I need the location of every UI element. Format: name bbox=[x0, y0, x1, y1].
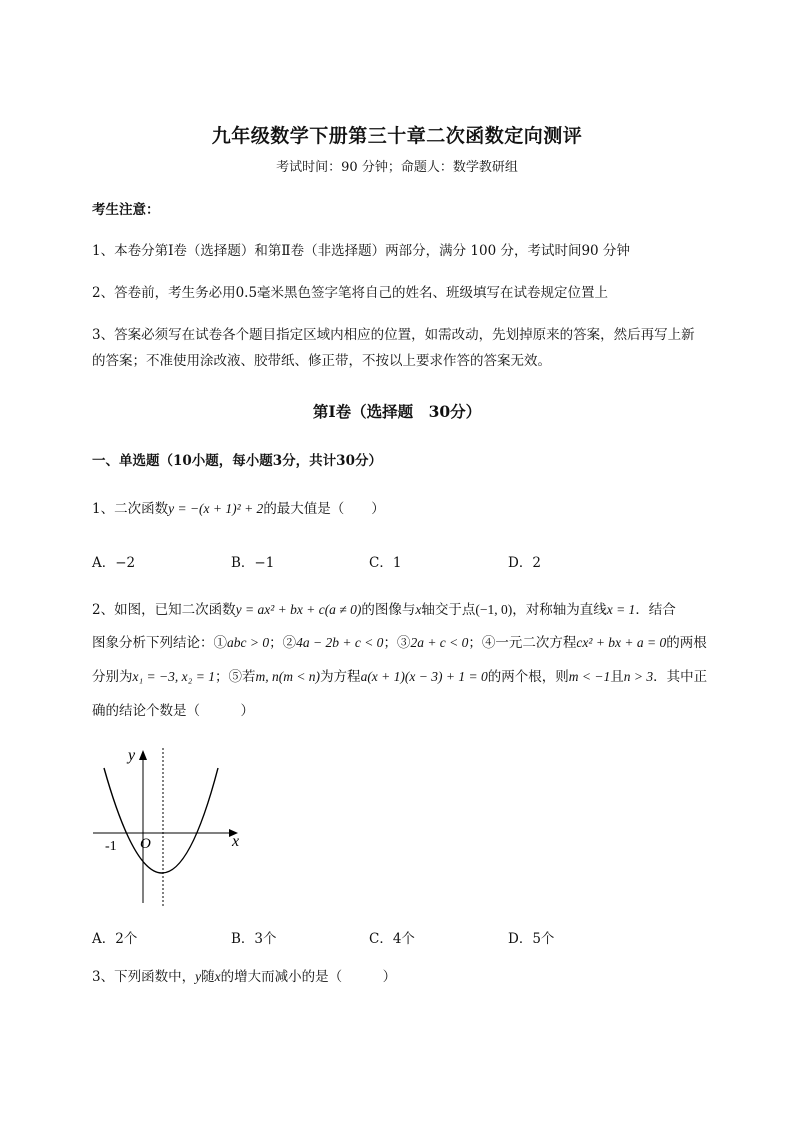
question-1 bbox=[92, 499, 385, 519]
formula: m < −1 bbox=[568, 669, 611, 684]
page-title: 九年级数学下册第三十章二次函数定向测评 bbox=[211, 125, 583, 147]
parabola-curve bbox=[104, 768, 218, 873]
text: ；③ bbox=[383, 635, 411, 651]
q1-option-b[interactable]: B．−1 bbox=[231, 555, 275, 571]
text: 的图像与 bbox=[361, 602, 416, 618]
text: 2、如图，已知二次函数 bbox=[92, 602, 236, 618]
formula: cx² + bx + a = 0 bbox=[576, 635, 667, 650]
text: ；② bbox=[269, 635, 297, 651]
formula: (−1, 0) bbox=[475, 602, 513, 617]
question-1-formula: y = −(x + 1)² + 2 bbox=[168, 501, 264, 516]
formula: 2a + c < 0 bbox=[410, 635, 469, 650]
notice-item-2: 2、答卷前，考生务必用0.5毫米黑色签字笔将自己的姓名、班级填写在试卷规定位置上 bbox=[92, 285, 609, 301]
q1-option-a[interactable]: A．−2 bbox=[92, 555, 136, 571]
exam-info: 考试时间：90 分钟；命题人：数学教研组 bbox=[276, 160, 518, 175]
text: ；④一元二次方程 bbox=[468, 635, 577, 651]
notice-heading: 考生注意： bbox=[92, 202, 160, 218]
formula: y = ax² + bx + c(a ≠ 0) bbox=[235, 602, 362, 617]
x-intercept-label: -1 bbox=[105, 839, 117, 854]
formula: m, n(m < n) bbox=[255, 669, 321, 684]
q1-option-c[interactable]: C．1 bbox=[369, 555, 402, 571]
text: 轴交于点 bbox=[421, 602, 476, 618]
question-2-line-2 bbox=[92, 633, 707, 653]
parabola-graph bbox=[88, 738, 258, 908]
formula: x = 1 bbox=[606, 602, 636, 617]
notice-item-3-continued: 的答案；不准使用涂改液、胶带纸、修正带，不按以上要求作答的答案无效。 bbox=[92, 353, 551, 369]
question-1-suffix: 的最大值是（ ） bbox=[263, 501, 385, 517]
text: 图象分析下列结论：① bbox=[92, 635, 227, 651]
formula: a(x + 1)(x − 3) + 1 = 0 bbox=[360, 669, 488, 684]
text: 的两个根，则 bbox=[487, 669, 569, 685]
text: 为方程 bbox=[320, 669, 361, 685]
formula: n > 3 bbox=[623, 669, 654, 684]
formula: y bbox=[195, 969, 202, 984]
question-1-prefix: 1、二次函数 bbox=[92, 501, 169, 517]
text: ；⑤若 bbox=[214, 669, 256, 685]
origin-label: O bbox=[140, 836, 151, 852]
q2-option-c[interactable]: C．4个 bbox=[369, 931, 415, 947]
formula: 4a − 2b + c < 0 bbox=[296, 635, 384, 650]
question-3 bbox=[92, 967, 396, 987]
text: ．结合 bbox=[635, 602, 676, 618]
text: 随 bbox=[201, 969, 215, 985]
y-axis-arrow bbox=[139, 750, 147, 760]
q2-option-d[interactable]: D．5个 bbox=[508, 931, 555, 947]
text: 且 bbox=[610, 669, 624, 685]
q2-option-b[interactable]: B．3个 bbox=[231, 931, 277, 947]
notice-item-1: 1、本卷分第Ⅰ卷（选择题）和第Ⅱ卷（非选择题）两部分，满分 100 分，考试时间90 分钟 bbox=[92, 243, 630, 259]
formula: x bbox=[214, 969, 221, 984]
x-axis-label: x bbox=[232, 833, 240, 850]
question-2-line-3 bbox=[92, 667, 707, 687]
formula: x₁ = −3, x₂ = 1 bbox=[132, 669, 215, 684]
part-title: 一、单选题（10小题，每小题3分，共计30分） bbox=[92, 453, 382, 469]
text: ．其中正 bbox=[653, 669, 708, 685]
text: 的两根 bbox=[666, 635, 707, 651]
section-title: 第Ⅰ卷（选择题 30分） bbox=[312, 402, 482, 421]
formula: x bbox=[415, 602, 422, 617]
text: ，对称轴为直线 bbox=[512, 602, 607, 618]
notice-item-3: 3、答案必须写在试卷各个题目指定区域内相应的位置，如需改动，先划掉原来的答案，然后再写上新 bbox=[92, 327, 695, 343]
formula: abc > 0 bbox=[227, 635, 270, 650]
question-2-line-4: 确的结论个数是（ ） bbox=[92, 703, 254, 719]
text: 3、下列函数中， bbox=[92, 969, 196, 985]
y-axis-label: y bbox=[128, 747, 136, 764]
text: 分别为 bbox=[92, 669, 133, 685]
question-2-line-1 bbox=[92, 600, 676, 620]
text: 的增大而减小的是（ ） bbox=[220, 969, 397, 985]
q1-option-d[interactable]: D．2 bbox=[508, 555, 541, 571]
q2-option-a[interactable]: A．2个 bbox=[92, 931, 138, 947]
